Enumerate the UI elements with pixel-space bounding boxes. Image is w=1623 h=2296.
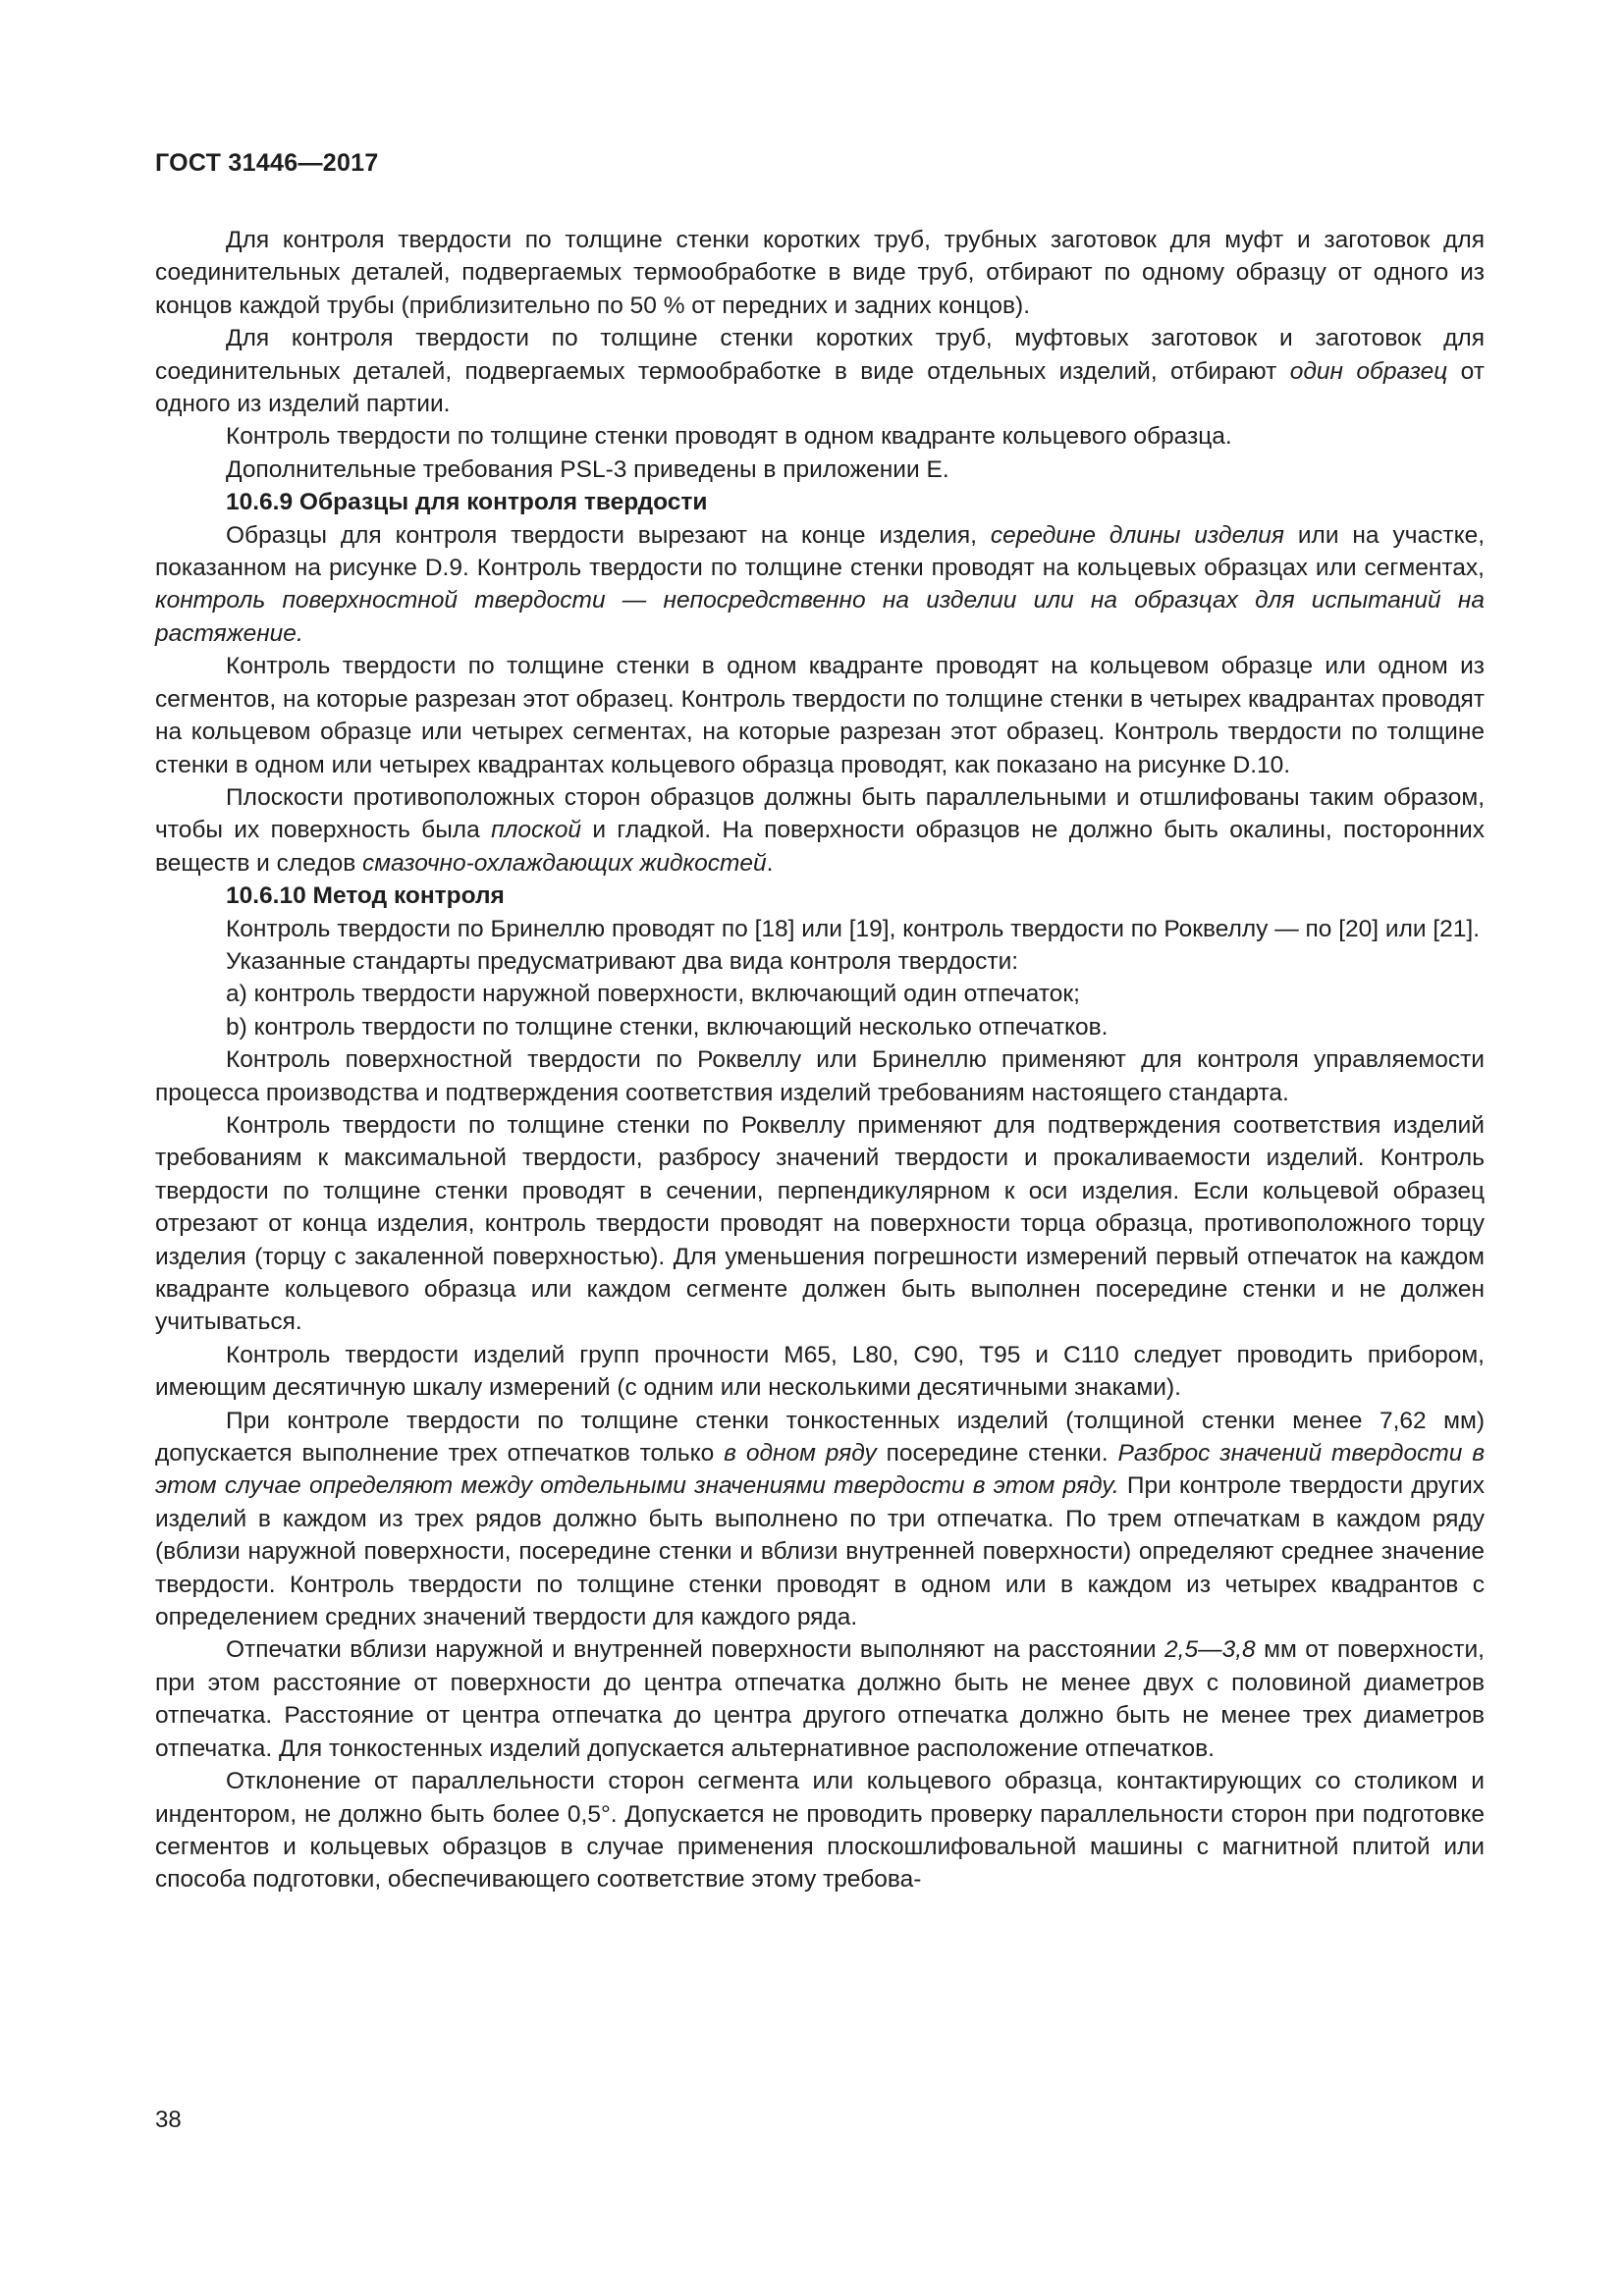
document-header: ГОСТ 31446—2017	[155, 149, 379, 177]
paragraph	[155, 1405, 1485, 1634]
paragraph: Контроль твердости по толщине стенки в одном квадранте проводят на кольцевом образце или одном из сегментов, на которые разрезан этот образец. Контроль твердости по толщине стенки в четырех квадрантах проводят на кольцевом образце или четырех сегментах, на которые разрезан этот образец. Контроль твердости по толщине стенки в одном или четырех квадрантах кольцевого образца проводят, как показано на рисунке D.10.	[155, 653, 1485, 778]
text-run: Образцы для контроля твердости вырезают на конце изделия,	[226, 521, 991, 549]
paragraph: Контроль поверхностной твердости по Роквеллу или Бринеллю применяют для контроля управляемости процесса производства и подтверждения соответствия изделий требованиям настоящего стандарта.	[155, 1046, 1485, 1106]
text-run: При контроле твердости других изделий в каждом из трех рядов должно быть выполнено по три отпечатка. По трем отпечаткам в каждом ряду (вблизи наружной поверхности, посередине стенки и вблизи внутренней поверхности) определяют среднее значение твердости. Контроль твердости по толщине стенки проводят в одном или в каждом из четырех квадрантов с определением средних значений твердости для каждого ряда.	[155, 1472, 1486, 1631]
paragraph: Отклонение от параллельности сторон сегмента или кольцевого образца, контактирующих со столиком и индентором, не должно быть более 0,5°. Допускается не проводить проверку параллельности сторон при подготовке сегментов и кольцевых образцов в случае применения плоскошлифовальной машины с магнитной плитой или способа подготовки, обеспечивающего соответствие этому требова-	[155, 1768, 1485, 1894]
page-number: 38	[155, 2107, 182, 2133]
paragraph: Для контроля твердости по толщине стенки коротких труб, трубных заготовок для муфт и заготовок для соединительных деталей, подвергаемых термообработке в виде труб, отбирают по одному образцу от одного из концов каждой трубы (приблизительно по 50 % от передних и задних концов).	[155, 227, 1485, 319]
section-heading: 10.6.10 Метод контроля	[226, 882, 505, 910]
italic-run: Разброс значений твердости в этом случае определяют между отдельными значениями твердости в этом ряду.	[155, 1440, 1486, 1500]
paragraph: Дополнительные требования PSL-3 приведены в приложении Е.	[226, 455, 949, 483]
italic-run: середине длины изделия	[990, 521, 1284, 549]
paragraph	[155, 781, 1485, 880]
paragraph	[155, 1633, 1485, 1765]
section-heading: 10.6.9 Образцы для контроля твердости	[226, 489, 708, 516]
paragraph	[155, 322, 1485, 420]
paragraph: Контроль твердости по толщине стенки проводят в одном квадранте кольцевого образца.	[226, 423, 1232, 451]
paragraph: Указанные стандарты предусматривают два вида контроля твердости:	[226, 947, 1019, 975]
text-run: .	[766, 849, 774, 877]
paragraph: Контроль твердости по Бринеллю проводят по [18] или [19], контроль твердости по Роквеллу — по [20] или [21].	[226, 915, 1481, 942]
text-run: Плоскости противоположных сторон образцов должны быть параллельными и отшлифованы таким образом, чтобы их поверхность была	[155, 783, 1485, 844]
paragraph: Контроль твердости изделий групп прочности М65, L80, С90, Т95 и С110 следует проводить прибором, имеющим десятичную шкалу измерений (с одним или несколькими десятичными знаками).	[155, 1341, 1485, 1402]
list-item: b) контроль твердости по толщине стенки, включающий несколько отпечатков.	[226, 1013, 1109, 1041]
text-run: Для контроля твердости по толщине стенки коротких труб, муфтовых заготовок и заготовок для соединительных деталей, подвергаемых термообработке в виде отдельных изделий, отбирают	[155, 325, 1485, 385]
italic-run: контроль поверхностной твердости — непосредственно на изделии или на образцах для испытаний на растяжение.	[155, 587, 1485, 647]
text-run: мм от поверхности, при этом расстояние от поверхности до центра отпечатка должно быть не менее двух с половиной диаметров отпечатка. Расстояние от центра отпечатка до центра другого отпечатка должно быть не менее трех диаметров отпечатка. Для тонкостенных изделий допускается альтернативное расположение отпечатков.	[155, 1636, 1485, 1762]
text-run: При контроле твердости по толщине стенки тонкостенных изделий (толщиной стенки менее 7,62 мм) допускается выполнение трех отпечатков только	[155, 1407, 1485, 1468]
italic-run: 2,5—3,8	[1164, 1636, 1256, 1664]
list-item: a) контроль твердости наружной поверхности, включающий один отпечаток;	[226, 981, 1080, 1008]
italic-run: в одном ряду	[724, 1440, 877, 1468]
text-run: от одного из изделий партии.	[155, 357, 1485, 418]
italic-run: смазочно-охлаждающих жидкостей	[362, 849, 767, 877]
italic-run: плоской	[491, 817, 582, 844]
paragraph: Контроль твердости по толщине стенки по Роквеллу применяют для подтверждения соответствия изделий требованиям к максимальной твердости, разбросу значений твердости и прокаливаемости изделий. Контроль твердости по толщине стенки проводят в сечении, перпендикулярном к оси изделия. Если кольцевой образец отрезают от конца изделия, контроль твердости проводят на поверхности торца образца, противоположного торцу изделия (торцу с закаленной поверхностью). Для уменьшения погрешности измерений первый отпечаток на каждом квадранте кольцевого образца или каждом сегменте должен быть выполнен посередине стенки и не должен учитываться.	[155, 1111, 1485, 1336]
paragraph	[155, 519, 1485, 651]
text-run: посередине стенки.	[876, 1440, 1118, 1468]
italic-run: один образец	[1289, 357, 1448, 385]
document-body	[155, 224, 1485, 1896]
text-run: и гладкой. На поверхности образцов не должно быть окалины, посторонних веществ и следов	[155, 817, 1485, 877]
text-run: или на участке, показанном на рисунке D.9. Контроль твердости по толщине стенки проводят на кольцевых образцах или сегментах,	[155, 521, 1485, 582]
text-run: Отпечатки вблизи наружной и внутренней поверхности выполняют на расстоянии	[226, 1636, 1165, 1664]
